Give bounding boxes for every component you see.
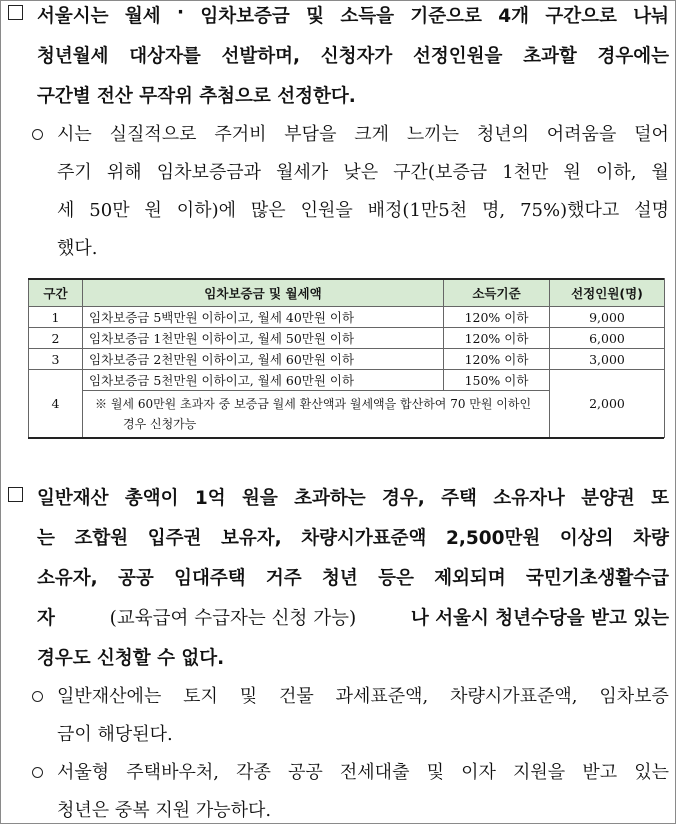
- table-row: [29, 328, 665, 349]
- table-row: [29, 349, 665, 370]
- table-row: [29, 370, 665, 391]
- section-1-line-3: 구간별 전산 무작위 추첨으로 선정한다.: [37, 86, 356, 107]
- checkbox-square-icon: [8, 5, 23, 20]
- count-cell: 6,000: [550, 328, 665, 349]
- selection-table: [28, 278, 665, 438]
- line-4-part-c: 나 서울시 청년수당을 받고 있는: [410, 608, 669, 629]
- section-1-sub-line-1: 시는 실질적으로 주거비 부담을 크게 느끼는 청년의 어려움을 덜어: [57, 124, 669, 145]
- section-1-line-1: 서울시는 월세 · 임차보증금 및 소득을 기준으로 4개 구간으로 나눠: [37, 2, 669, 27]
- section-2-sub-2-line-2: 청년은 중복 지원 가능하다.: [57, 800, 272, 821]
- income-cell: 120% 이하: [444, 307, 550, 328]
- section-1-sub-line-4: 했다.: [57, 238, 98, 259]
- section-2-line-3: 소유자, 공공 임대주택 거주 청년 등은 제외되며 국민기초생활수급: [37, 568, 669, 589]
- bullet-circle-icon: [32, 691, 43, 702]
- line-4-part-b: (교육급여 수급자는 신청 가능): [109, 608, 357, 629]
- deposit-cell: 임차보증금 5백만원 이하이고, 월세 40만원 이하: [83, 307, 444, 328]
- header-deposit: 임차보증금 및 월세액: [83, 279, 444, 307]
- table-header-row: [29, 279, 665, 307]
- section-1-sub-line-2: 주기 위해 임차보증금과 월세가 낮은 구간(보증금 1천만 원 이하, 월: [57, 162, 669, 183]
- section-1-sub-line-3: 세 50만 원 이하)에 많은 인원을 배정(1만5천 명, 75%)했다고 설명: [57, 200, 669, 221]
- header-count: 선정인원(명): [550, 279, 665, 307]
- count-cell: 2,000: [550, 370, 665, 438]
- header-zone: 구간: [29, 279, 83, 307]
- section-1-line-2: 청년월세 대상자를 선발하며, 신청자가 선정인원을 초과할 경우에는: [37, 46, 669, 67]
- checkbox-square-icon: [8, 487, 23, 502]
- income-cell: 120% 이하: [444, 349, 550, 370]
- bullet-circle-icon: [32, 767, 43, 778]
- zone-cell: 4: [29, 370, 83, 438]
- deposit-cell: 임차보증금 2천만원 이하이고, 월세 60만원 이하: [83, 349, 444, 370]
- count-cell: 9,000: [550, 307, 665, 328]
- section-2-sub-1-line-1: 일반재산에는 토지 및 건물 과세표준액, 차량시가표준액, 임차보증: [57, 686, 669, 707]
- income-cell: 120% 이하: [444, 328, 550, 349]
- note-cell: ※ 월세 60만원 초과자 중 보증금 월세 환산액과 월세액을 합산하여 70 만원 이하인 경우 신청가능: [83, 391, 550, 438]
- table-row: [29, 307, 665, 328]
- zone-cell: 3: [29, 349, 83, 370]
- zone-cell: 2: [29, 328, 83, 349]
- header-income: 소득기준: [444, 279, 550, 307]
- section-2-line-5: 경우도 신청할 수 없다.: [37, 648, 225, 669]
- section-2-sub-2-line-1: 서울형 주택바우처, 각종 공공 전세대출 및 이자 지원을 받고 있는: [57, 762, 669, 783]
- deposit-cell: 임차보증금 5천만원 이하이고, 월세 60만원 이하: [83, 370, 444, 391]
- section-2-line-1: 일반재산 총액이 1억 원을 초과하는 경우, 주택 소유자나 분양권 또: [37, 488, 669, 509]
- line-4-part-a: 자: [37, 608, 55, 629]
- section-2-line-4: [37, 604, 669, 630]
- zone-cell: 1: [29, 307, 83, 328]
- deposit-cell: 임차보증금 1천만원 이하이고, 월세 50만원 이하: [83, 328, 444, 349]
- bullet-circle-icon: [32, 129, 43, 140]
- income-cell: 150% 이하: [444, 370, 550, 391]
- section-2-sub-1-line-2: 금이 해당된다.: [57, 724, 173, 745]
- count-cell: 3,000: [550, 349, 665, 370]
- section-2-line-2: 는 조합원 입주권 보유자, 차량시가표준액 2,500만원 이상의 차량: [37, 528, 669, 549]
